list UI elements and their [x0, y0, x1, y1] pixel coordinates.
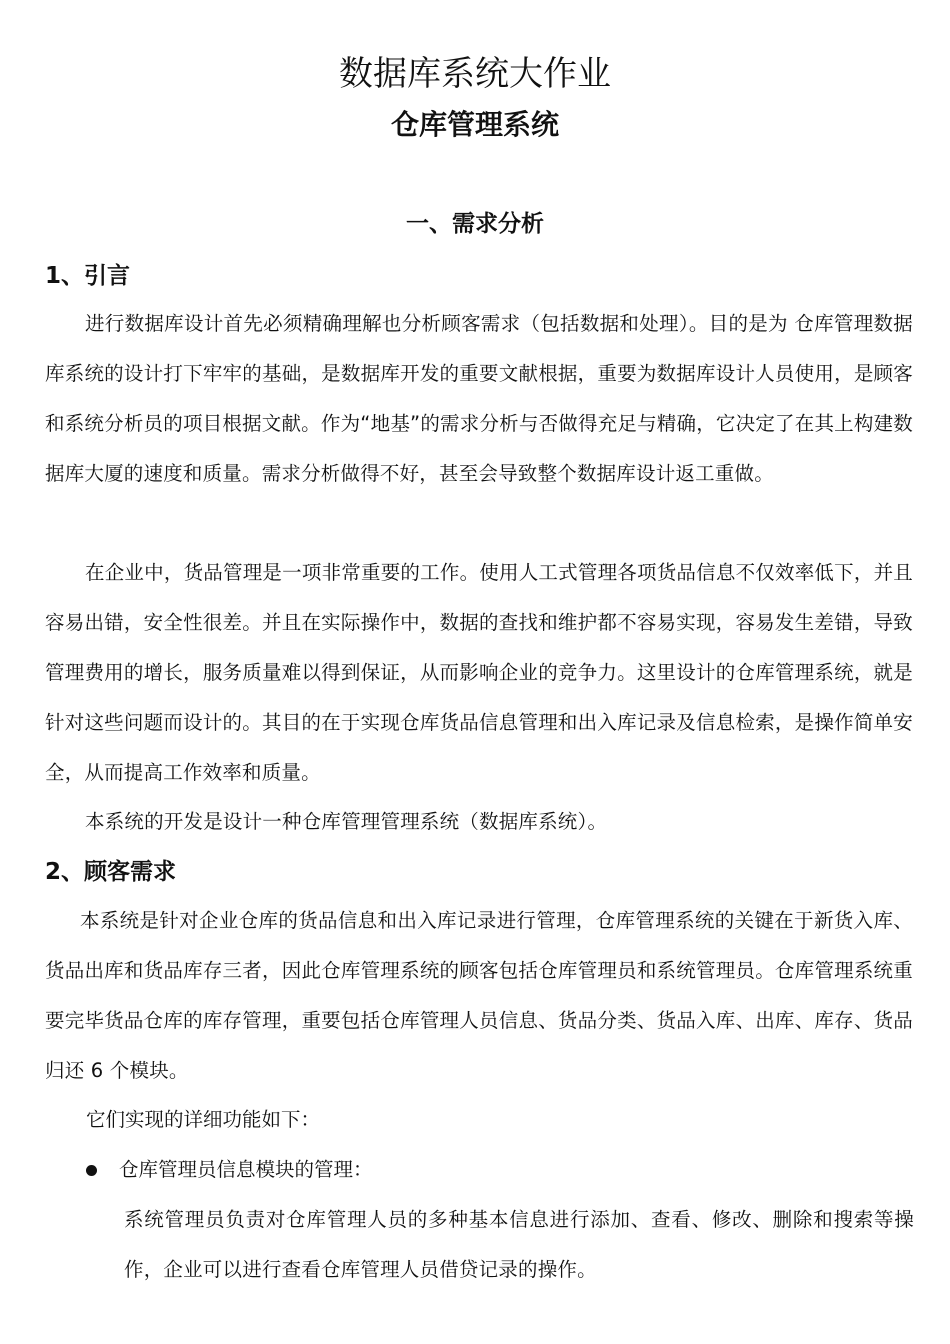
bullet-item: [86, 1145, 373, 1195]
bullet-dot-icon: [86, 1165, 97, 1176]
bullet-body: 系统管理员负责对仓库管理人员的多种基本信息进行添加、查看、修改、删除和搜索等操作，企业可以进行查看仓库管理人员借贷记录的操作。: [124, 1208, 914, 1281]
intro-paragraph-2: 在企业中，货品管理是一项非常重要的工作。使用人工式管理各项货品信息不仅效率低下，并且容易出错，安全性很差。并且在实际操作中，数据的查找和维护都不容易实现，容易发生差错，导致管理费用的增长，服务质量难以得到保证，从而影响企业的竞争力。这里设计的仓库管理系统，就是针对这些问题而设计的。其目的在于实现仓库货品信息管理和出入库记录及信息检索，是操作简单安全，从而提高工作效率和质量。: [45, 561, 913, 784]
requirements-paragraph: 本系统是针对企业仓库的货品信息和出入库记录进行管理，仓库管理系统的关键在于新货入库、货品出库和货品库存三者，因此仓库管理系统的顾客包括仓库管理员和系统管理员。仓库管理系统重要完毕货品仓库的库存管理，重要包括仓库管理人员信息、货品分类、货品入库、出库、库存、货品归还 6 个模块。: [45, 909, 913, 1082]
requirements-heading: 2、顾客需求: [45, 859, 177, 885]
intro-paragraph-1: 进行数据库设计首先必须精确理解也分析顾客需求（包括数据和处理）。目的是为 仓库管理数据库系统的设计打下牢牢的基础，是数据库开发的重要文献根据，重要为数据库设计人员使用，是顾客和系统分析员的项目根据文献。作为“地基”的需求分析与否做得充足与精确，它决定了在其上构建数据库大厦的速度和质量。需求分析做得不好，甚至会导致整个数据库设计返工重做。: [45, 312, 913, 485]
functions-intro: 它们实现的详细功能如下：: [86, 1108, 321, 1131]
document-title: 数据库系统大作业: [339, 54, 611, 94]
section-heading: 一、需求分析: [406, 211, 544, 237]
document-subtitle: 仓库管理系统: [390, 108, 559, 141]
bullet-title: 仓库管理员信息模块的管理：: [119, 1158, 373, 1181]
intro-paragraph-3: 本系统的开发是设计一种仓库管理管理系统（数据库系统）。: [85, 810, 608, 833]
intro-heading: 1、引言: [45, 263, 131, 289]
